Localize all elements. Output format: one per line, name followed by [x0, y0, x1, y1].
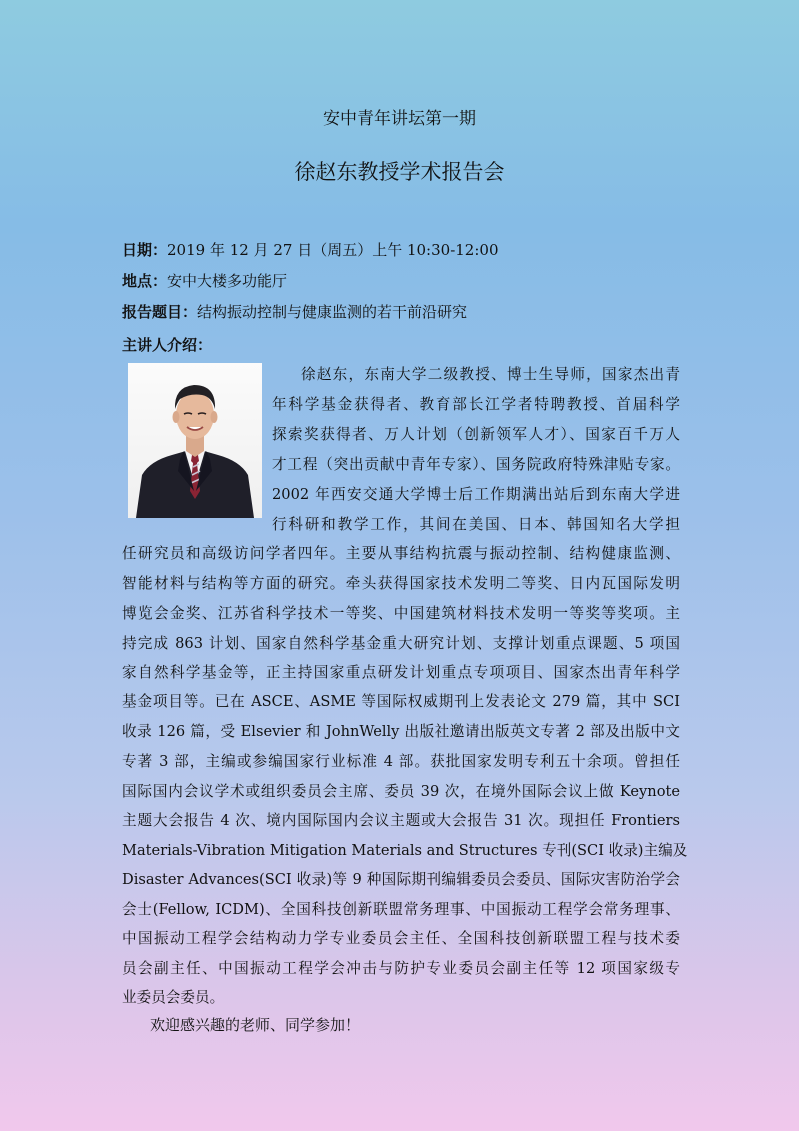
bio-line: 员会副主任、中国振动工程学会冲击与防护专业委员会副主任等 12 项国家级专	[122, 960, 680, 977]
bio-line: 任研究员和高级访问学者四年。主要从事结构抗震与振动控制、结构健康监测、	[122, 545, 680, 562]
bio-line: 业委员会委员。	[122, 989, 225, 1006]
bio-line: 主题大会报告 4 次、境内国际国内会议主题或大会报告 31 次。现担任 Frontiers	[122, 812, 680, 829]
speaker-photo	[128, 363, 262, 518]
place-label: 地点：	[122, 272, 168, 290]
bio-line: 会士(Fellow, ICDM)、全国科技创新联盟常务理事、中国振动工程学会常务理事、	[122, 901, 680, 918]
bio-line: 收录 126 篇，受 Elsevier 和 JohnWelly 出版社邀请出版英文专著 2 部及出版中文	[122, 723, 680, 740]
series-title: 安中青年讲坛第一期	[323, 109, 476, 129]
welcome-text: 欢迎感兴趣的老师、同学参加！	[150, 1016, 361, 1034]
speaker-portrait-illustration	[128, 363, 262, 518]
bio-line: 家自然科学基金等，正主持国家重点研发计划重点专项项目、国家杰出青年科学	[122, 664, 680, 681]
bio-line: 博览会金奖、江苏省科学技术一等奖、中国建筑材料技术发明一等奖等奖项。主	[122, 605, 680, 622]
bio-line: 基金项目等。已在 ASCE、ASME 等国际权威期刊上发表论文 279 篇，其中 SCI	[122, 693, 680, 710]
date-label: 日期：	[122, 241, 168, 259]
date-value: 2019 年 12 月 27 日（周五）上午 10:30-12:00	[167, 241, 499, 259]
place-value: 安中大楼多功能厅	[167, 272, 288, 290]
speaker-heading: 主讲人介绍：	[122, 336, 213, 354]
page-title: 徐赵东教授学术报告会	[294, 160, 505, 184]
topic-line	[122, 302, 467, 322]
bio-line: 智能材料与结构等方面的研究。牵头获得国家技术发明二等奖、日内瓦国际发明	[122, 575, 680, 592]
bio-line: 国际国内会议学术或组织委员会主席、委员 39 次，在境外国际会议上做 Keynote	[122, 783, 680, 800]
bio-line: 2002 年西安交通大学博士后工作期满出站后到东南大学进	[272, 486, 680, 503]
bio-line: 年科学基金获得者、教育部长江学者特聘教授、首届科学	[272, 396, 680, 413]
topic-value: 结构振动控制与健康监测的若干前沿研究	[197, 303, 468, 321]
bio-line: 才工程（突出贡献中青年专家）、国务院政府特殊津贴专家。	[272, 456, 680, 473]
bio-line: 中国振动工程学会结构动力学专业委员会主任、全国科技创新联盟工程与技术委	[122, 930, 680, 947]
date-line	[122, 240, 499, 260]
bio-line: 持完成 863 计划、国家自然科学基金重大研究计划、支撑计划重点课题、5 项国	[122, 635, 680, 652]
place-line	[122, 271, 287, 291]
bio-line: Disaster Advances(SCI 收录)等 9 种国际期刊编辑委员会委员、国际灾害防治学会	[122, 871, 680, 888]
bio-line: 徐赵东，东南大学二级教授、博士生导师，国家杰出青	[301, 366, 680, 383]
bio-line: 行科研和教学工作，其间在美国、日本、韩国知名大学担	[272, 516, 680, 533]
bio-line: Materials-Vibration Mitigation Materials and Structures 专刊(SCI 收录)主编及	[122, 842, 688, 859]
bio-line: 探索奖获得者、万人计划（创新领军人才）、国家百千万人	[272, 426, 680, 443]
topic-label: 报告题目：	[122, 303, 198, 321]
bio-line: 专著 3 部，主编或参编国家行业标准 4 部。获批国家发明专利五十余项。曾担任	[122, 753, 680, 770]
